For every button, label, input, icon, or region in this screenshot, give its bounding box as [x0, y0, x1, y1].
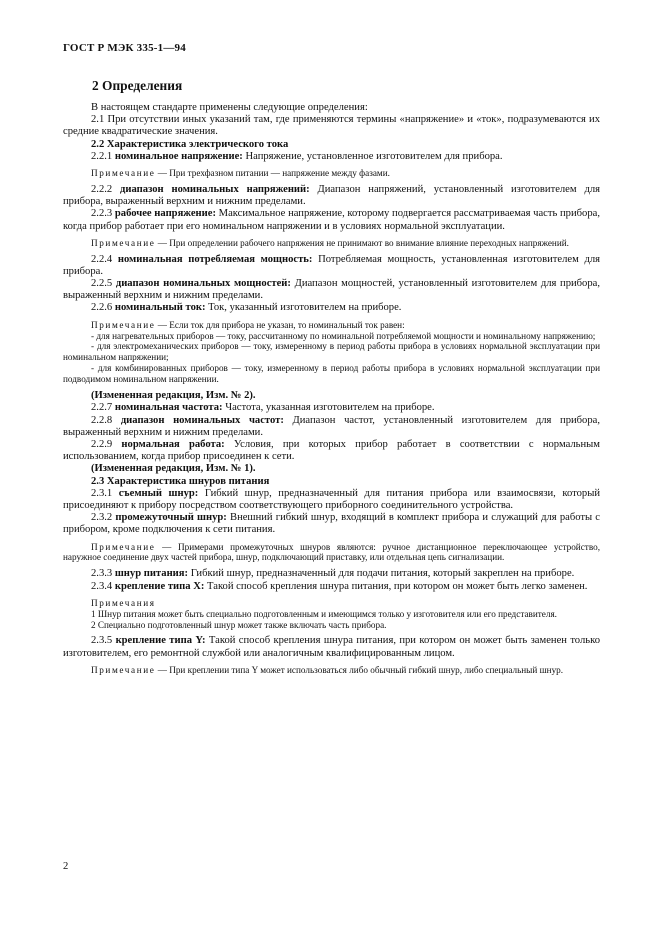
definition: Гибкий шнур, предназначенный для подачи питания, который закреплен на приборе. — [188, 568, 575, 580]
heading-2-3: 2.3 Характеристика шнуров питания — [91, 475, 270, 487]
definition: Такой способ крепления шнура питания, при котором он может быть легко заменен. — [204, 580, 588, 592]
notes-label: Примечания — [91, 597, 156, 608]
clause-number: 2.2.5 — [91, 278, 116, 290]
definition: Гибкий шнур, предназначенный для питания прибора или взаимосвязи, который присоединяют к прибору посредством соответствующего приборного соединительного устройства. — [63, 487, 601, 511]
note-list-item: - для нагревательных приборов — току, рассчитанному по номинальной потребляемой мощности и номинальному напряжению; — [91, 330, 596, 341]
clause-2-2-6 — [63, 302, 600, 314]
clause-2-2-4 — [63, 254, 600, 278]
term: промежуточный шнур: — [115, 512, 227, 524]
definition: Напряжение, установленное изготовителем для прибора. — [242, 150, 503, 162]
clause-2-3-1 — [63, 488, 600, 512]
term: шнур питания: — [114, 568, 189, 580]
page-header: ГОСТ Р МЭК 335-1—94 — [63, 42, 186, 54]
clause-number: 2.2.9 — [91, 438, 122, 450]
term: нормальная работа: — [121, 438, 225, 450]
note-2-2-6 — [63, 320, 600, 385]
note-label: Примечание — [91, 664, 156, 675]
clause-number: 2.2.3 — [91, 208, 115, 220]
clause-number: 2.2.4 — [91, 253, 118, 265]
note-text: — Примерами промежуточных шнуров являются: ручное дистанционное переключающее устройство, наружное соединение двух частей прибора, шнур, подключающий приставку, или отдельная цепь сигнализации. — [63, 541, 600, 563]
document-body — [63, 102, 600, 681]
definition: Такой способ крепления шнура питания, при котором он может быть заменен только изготовителем, его ремонтной службой или аналогичным квалифицированным лицом. — [63, 635, 600, 659]
revision-note-1: (Измененная редакция, Изм. № 1). — [91, 463, 256, 475]
clause-2-3-2 — [63, 512, 600, 536]
clause-2-2-9 — [63, 439, 600, 463]
clause-number: 2.3.1 — [91, 487, 119, 499]
clause-number: 2.2.6 — [91, 302, 115, 314]
clause-2-3-3 — [63, 568, 600, 580]
clause-2-3-4 — [63, 581, 600, 593]
note-list-item: - для комбинированных приборов — току, измеренному в период работы прибора в условиях нормальной эксплуатации при подводимом номинальном напряжении. — [63, 363, 600, 385]
note-text: — При трехфазном питании — напряжение между фазами. — [155, 168, 390, 179]
definition: Диапазон напряжений, установленный изготовителем для прибора, выраженный верхним и нижним пределами. — [63, 183, 600, 208]
clause-2-2-5 — [63, 278, 600, 302]
notes-2-3-4 — [63, 598, 600, 631]
note-label: Примечание — [91, 319, 156, 330]
note-2-2-3 — [63, 238, 600, 249]
section-title: 2 Определения — [92, 78, 183, 93]
term: номинальная потребляемая мощность: — [117, 253, 313, 265]
term: крепление типа Y: — [115, 635, 206, 647]
clause-2-2-3 — [63, 208, 600, 232]
definition: Потребляемая мощность, установленная изготовителем для прибора. — [63, 253, 600, 277]
page-number: 2 — [63, 861, 69, 872]
clause-number: 2.3.2 — [91, 512, 116, 524]
clause-number: 2.3.5 — [91, 635, 116, 647]
intro-paragraph: В настоящем стандарте применены следующие определения: — [91, 102, 368, 113]
note-2-2-1 — [63, 168, 600, 179]
note-label: Примечание — [91, 237, 156, 248]
clause-2-2-1 — [63, 151, 600, 163]
heading-2-2: 2.2 Характеристика электрического тока — [91, 138, 289, 150]
note-label: Примечание — [91, 541, 156, 552]
note-text: — При определении рабочего напряжения не принимают во внимание влияние переходных напряжений. — [155, 237, 569, 248]
term: диапазон номинальных напряжений: — [120, 183, 310, 195]
definition: Диапазон частот, установленный изготовителем для прибора, выраженный верхним и нижним пределами. — [63, 414, 600, 438]
note-2-3-5 — [63, 665, 600, 676]
note-list-item: - для электромеханических приборов — току, измеренному в период работы прибора в условиях нормальной эксплуатации при номинальном напряжении; — [63, 341, 600, 363]
note-item: 1 Шнур питания может быть специально подготовленным и имеющимся только у изготовителя или его представителя. — [91, 608, 557, 619]
term: рабочее напряжение: — [114, 208, 216, 220]
term: номинальное напряжение: — [114, 150, 243, 162]
term: крепление типа X: — [114, 580, 205, 592]
clause-number: 2.3.4 — [91, 580, 115, 592]
definition: Ток, указанный изготовителем на приборе. — [205, 302, 402, 314]
definition: Условия, при которых прибор работает в соответствии с нормальным использованием, когда прибор присоединен к сети. — [63, 438, 600, 463]
term: номинальная частота: — [114, 402, 223, 414]
clause-2-2-7 — [63, 402, 600, 414]
clause-number: 2.2.1 — [91, 150, 115, 162]
clause-number: 2.3.3 — [91, 568, 115, 580]
note-text: — При креплении типа Y может использоваться либо обычный гибкий шнур, либо специальный шнур. — [155, 664, 564, 675]
term: съемный шнур: — [118, 487, 199, 499]
definition: Максимальное напряжение, которому подвергается рассматриваемая часть прибора, когда прибор работает при его номинальном напряжении и в условиях нормальной эксплуатации. — [63, 208, 600, 232]
clause-2-2-8 — [63, 415, 600, 439]
term: диапазон номинальных частот: — [120, 414, 284, 426]
definition: Частота, указанная изготовителем на приборе. — [222, 402, 435, 414]
clause-number: 2.2.8 — [91, 414, 121, 426]
note-item: 2 Специально подготовленный шнур может также включать часть прибора. — [91, 619, 387, 630]
term: диапазон номинальных мощностей: — [115, 278, 291, 290]
clause-2-2-2 — [63, 184, 600, 208]
clause-2-3-5 — [63, 635, 600, 659]
note-label: Примечание — [91, 168, 156, 179]
note-text: — Если ток для прибора не указан, то номинальный ток равен: — [155, 319, 405, 330]
clause-2-1: 2.1 При отсутствии иных указаний там, где применяются термины «напряжение» и «ток», подразумеваются их средние квадратические значения. — [63, 114, 600, 138]
clause-number: 2.2.2 — [91, 183, 121, 195]
definition: Диапазон мощностей, установленный изготовителем для прибора, выраженный верхним и нижним пределами. — [63, 278, 600, 302]
note-intro — [63, 320, 600, 331]
term: номинальный ток: — [114, 302, 206, 314]
revision-note-2: (Измененная редакция, Изм. № 2). — [91, 390, 256, 402]
note-2-3-2 — [63, 542, 600, 564]
clause-number: 2.2.7 — [91, 402, 115, 414]
definition: Внешний гибкий шнур, входящий в комплект прибора и служащий для работы с прибором, кроме подключения к сети питания. — [63, 512, 600, 536]
